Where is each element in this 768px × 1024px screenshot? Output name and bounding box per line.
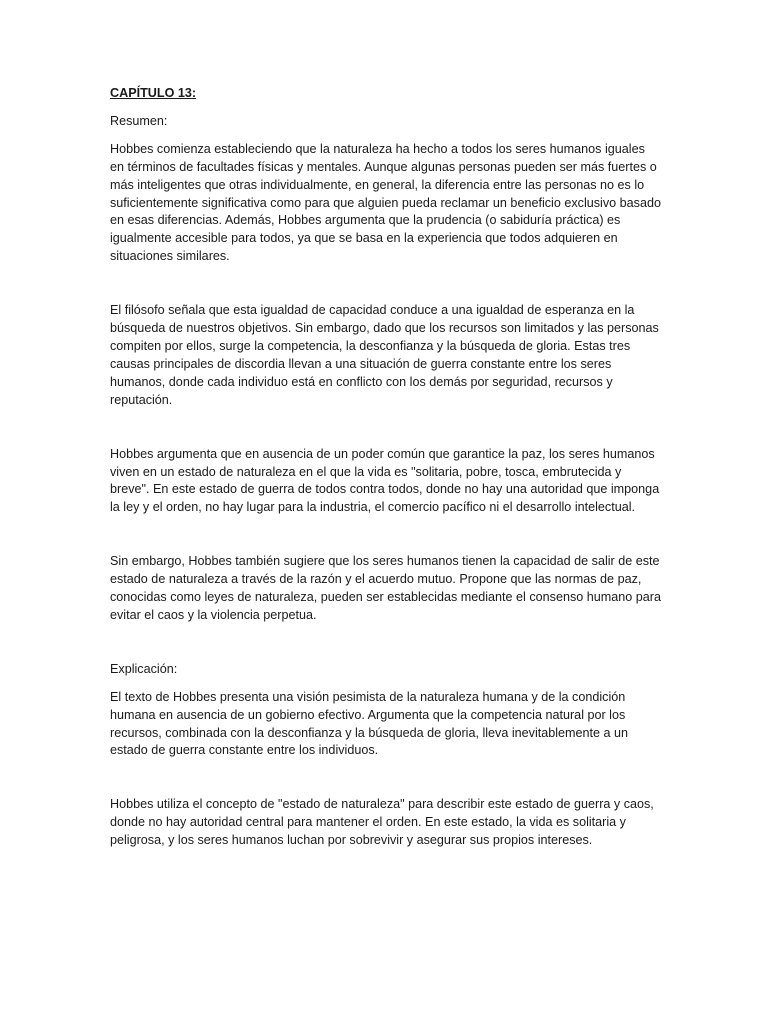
paragraph-spacer xyxy=(110,266,662,302)
paragraph-spacer xyxy=(110,517,662,553)
summary-paragraph-3: Hobbes argumenta que en ausencia de un poder común que garantice la paz, los seres humanos viven en un estado de naturaleza en el que la vida es "solitaria, pobre, tosca, embrutecida y breve". En este estado de guerra de todos contra todos, donde no hay una autoridad que imponga la ley y el orden, no hay lugar para la industria, el comercio pacífico ni el desarrollo intelectual. xyxy=(110,446,660,515)
explanation-label: Explicación: xyxy=(110,661,178,676)
paragraph-spacer xyxy=(110,410,662,446)
paragraph-spacer xyxy=(110,760,662,796)
summary-label: Resumen: xyxy=(110,113,168,128)
document-page xyxy=(110,85,662,850)
explanation-paragraph-1: El texto de Hobbes presenta una visión pesimista de la naturaleza humana y de la condición humana en ausencia de un gobierno efectivo. Argumenta que la competencia natural por los recursos, combinada con la desconfianza y la búsqueda de gloria, lleva inevitablemente a un estado de guerra constante entre los individuos. xyxy=(110,689,629,758)
chapter-title: CAPÍTULO 13: xyxy=(110,86,197,100)
summary-paragraph-2: El filósofo señala que esta igualdad de capacidad conduce a una igualdad de esperanza en la búsqueda de nuestros objetivos. Sin embargo, dado que los recursos son limitados y las personas compiten por ellos, surge la competencia, la desconfianza y la búsqueda de gloria. Estas tres causas principales de discordia llevan a una situación de guerra constante entre los seres humanos, donde cada individuo está en conflicto con los demás por seguridad, recursos y reputación. xyxy=(110,303,659,407)
summary-paragraph-4: Sin embargo, Hobbes también sugiere que los seres humanos tienen la capacidad de salir de este estado de naturaleza a través de la razón y el acuerdo mutuo. Propone que las normas de paz, conocidas como leyes de naturaleza, pueden ser establecidas mediante el consenso humano para evitar el caos y la violencia perpetua. xyxy=(110,554,661,622)
explanation-paragraph-2: Hobbes utiliza el concepto de "estado de naturaleza" para describir este estado de guerra y caos, donde no hay autoridad central para mantener el orden. En este estado, la vida es solitaria y peligrosa, y los seres humanos luchan por sobrevivir y asegurar sus propios intereses. xyxy=(110,797,654,848)
paragraph-spacer xyxy=(110,625,662,661)
summary-paragraph-1: Hobbes comienza estableciendo que la naturaleza ha hecho a todos los seres humanos iguales en términos de facultades físicas y mentales. Aunque algunas personas pueden ser más fuertes o más inteligentes que otras individualmente, en general, la diferencia entre las personas no es lo suficientemente significativa como para que alguien pueda reclamar un beneficio exclusivo basado en esas diferencias. Además, Hobbes argumenta que la prudencia (o sabiduría práctica) es igualmente accesible para todos, ya que se basa en la experiencia que todos adquieren en situaciones similares. xyxy=(110,141,661,264)
